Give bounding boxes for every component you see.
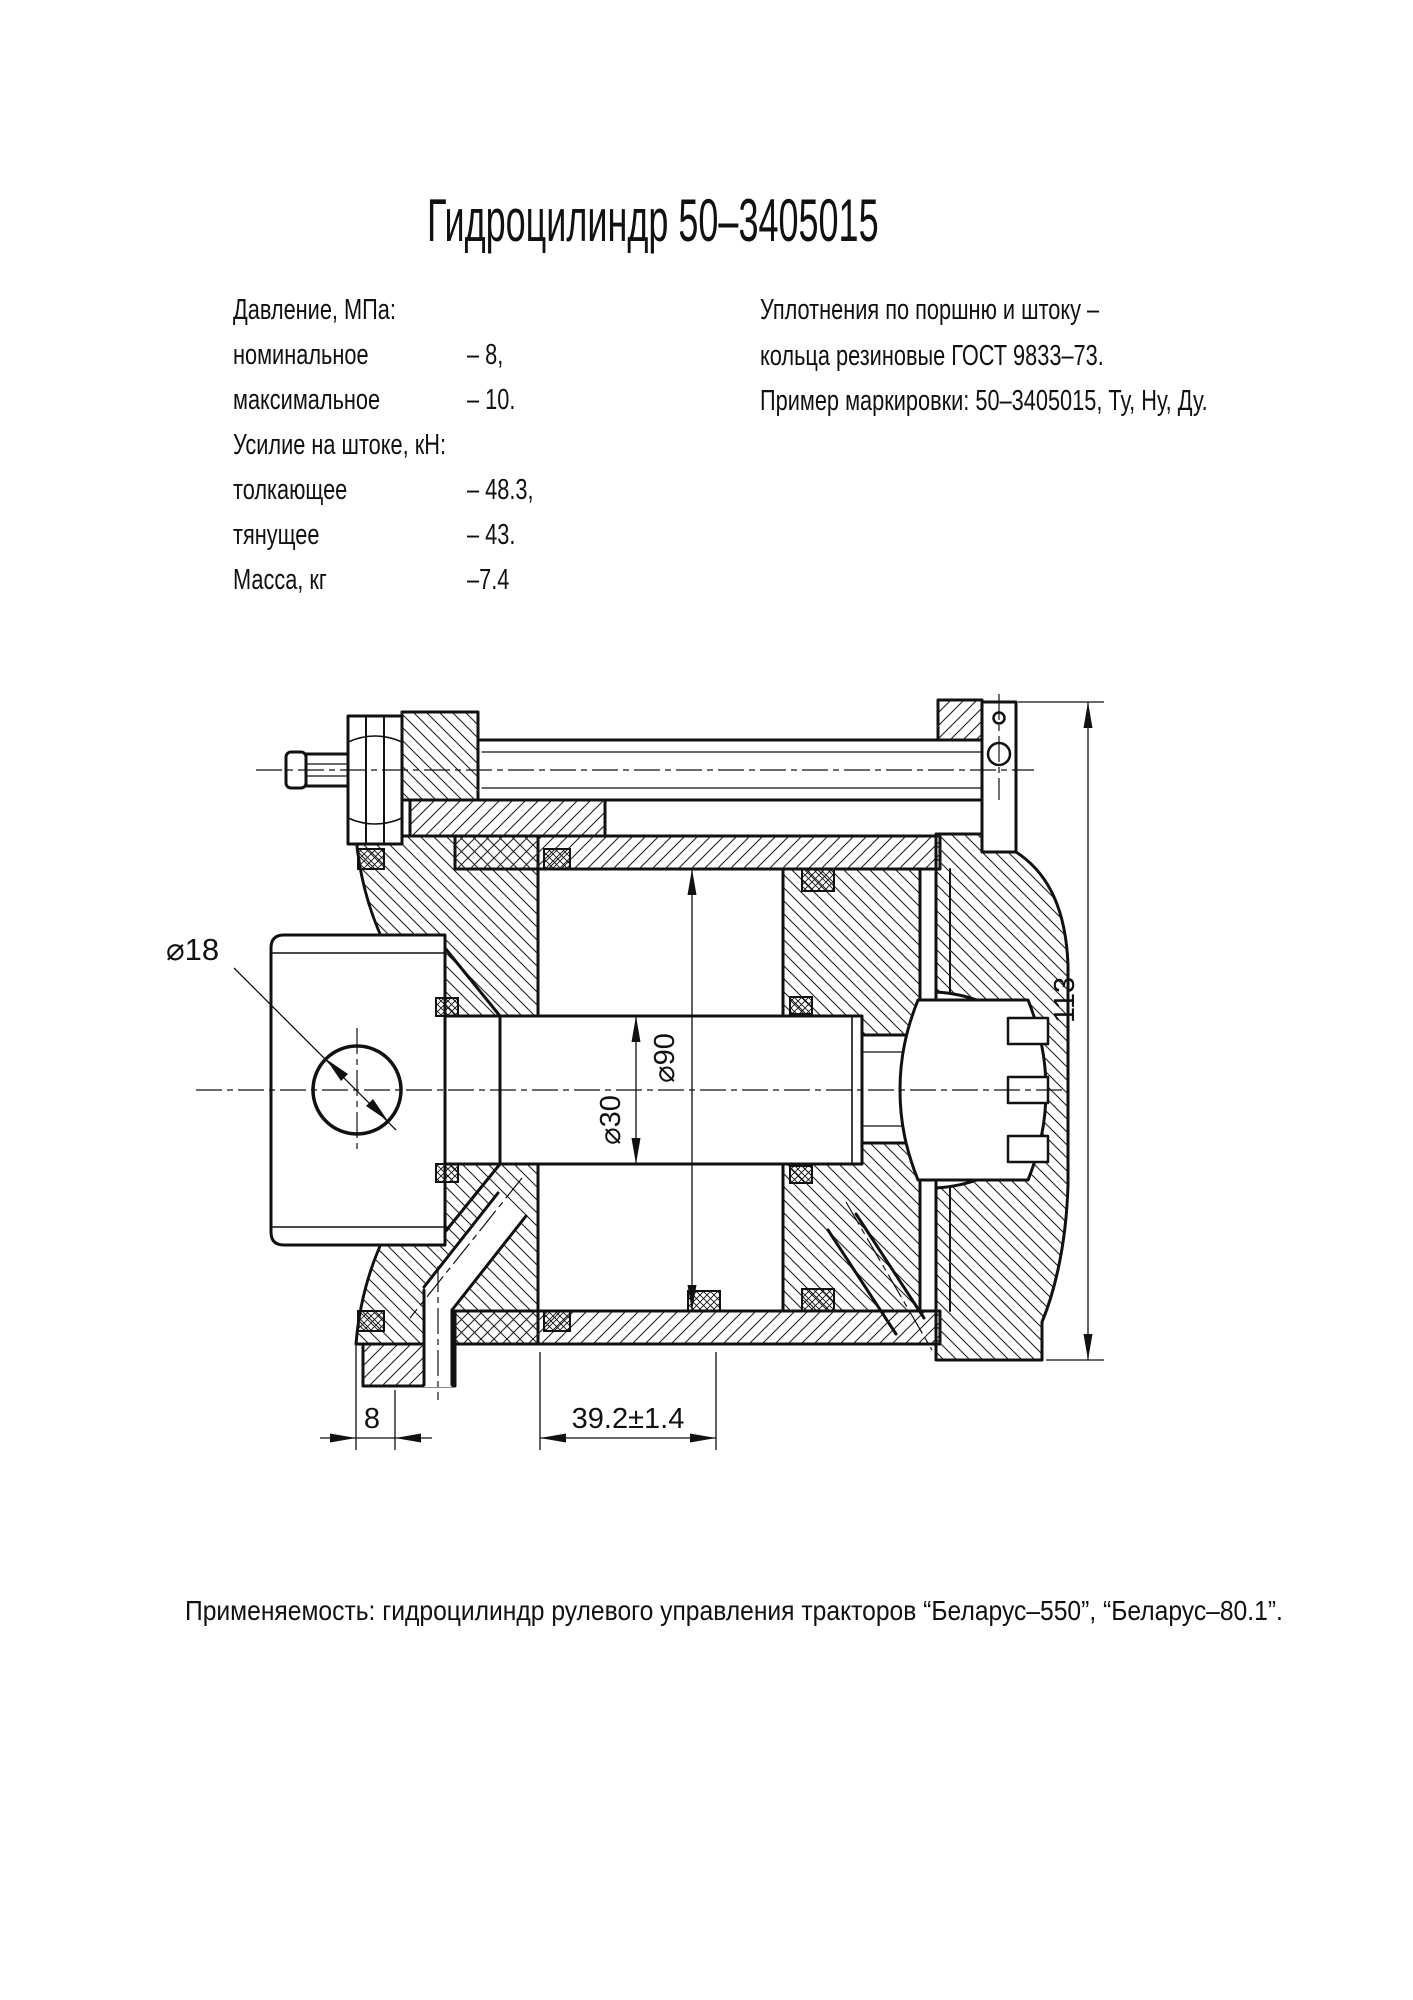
o-ring-seal	[802, 1289, 834, 1311]
pin-bracket-block	[402, 712, 478, 800]
o-ring-seal	[358, 1311, 384, 1331]
spec-label: Масса, кг	[233, 564, 327, 596]
o-ring-seal	[790, 997, 812, 1014]
nut-castellation-slot	[1008, 1136, 1048, 1162]
spec-value: – 10.	[467, 384, 516, 416]
arrowhead	[688, 869, 697, 895]
page-title-text: Гидроцилиндр 50–3405015	[427, 187, 879, 254]
arrowhead	[690, 1434, 716, 1443]
spec-value: –7.4	[467, 564, 510, 596]
dim-label-bore-diameter: ⌀90	[649, 1033, 681, 1083]
arrowhead	[395, 1434, 421, 1443]
barrel-top-wall	[455, 836, 940, 869]
arrowhead	[540, 1434, 566, 1443]
note-line: кольца резиновые ГОСТ 9833–73.	[760, 339, 1104, 372]
pin-support-plate	[938, 700, 982, 740]
flange-plate-section	[410, 800, 605, 836]
dim-label-height: 113	[1049, 976, 1081, 1024]
o-ring-seal	[544, 1311, 570, 1331]
spec-label: максимальное	[233, 384, 381, 416]
note-line: Уплотнения по поршню и штоку –	[760, 294, 1100, 326]
o-ring-seal	[790, 1166, 812, 1183]
note-line: Пример маркировки: 50–3405015, Ту, Ну, Ду.	[760, 385, 1208, 417]
application-text: Применяемость: гидроцилиндр рулевого управления тракторов “Беларус–550”, “Беларус–80.1”.	[185, 1595, 1283, 1626]
spec-value: – 8,	[467, 339, 504, 371]
o-ring-seal	[436, 998, 458, 1016]
spec-value: – 43.	[467, 519, 516, 551]
spec-label: номинальное	[233, 339, 369, 371]
nut-castellation-slot	[1008, 1018, 1048, 1044]
o-ring-seal	[802, 869, 834, 891]
arrowhead	[1084, 702, 1093, 728]
dim-label-eye-diameter: ⌀18	[166, 932, 220, 967]
o-ring-seal	[436, 1164, 458, 1182]
dim-label-stroke: 39.2±1.4	[571, 1403, 685, 1435]
arrowhead	[330, 1434, 356, 1443]
top-pin-assembly	[286, 702, 1016, 852]
spec-label: толкающее	[233, 474, 348, 506]
dim-label-rod-diameter: ⌀30	[595, 1095, 627, 1145]
spec-label: тянущее	[233, 519, 320, 551]
o-ring-seal	[358, 849, 384, 869]
barrel-bottom-wall	[455, 1311, 940, 1344]
arrowhead	[1084, 1334, 1093, 1360]
spec-value: – 48.3,	[467, 474, 534, 506]
dim-label-port-offset: 8	[363, 1403, 381, 1435]
spec-label: Давление, МПа:	[233, 294, 396, 326]
spec-label: Усилие на штоке, кН:	[233, 429, 446, 461]
o-ring-seal	[544, 849, 570, 869]
